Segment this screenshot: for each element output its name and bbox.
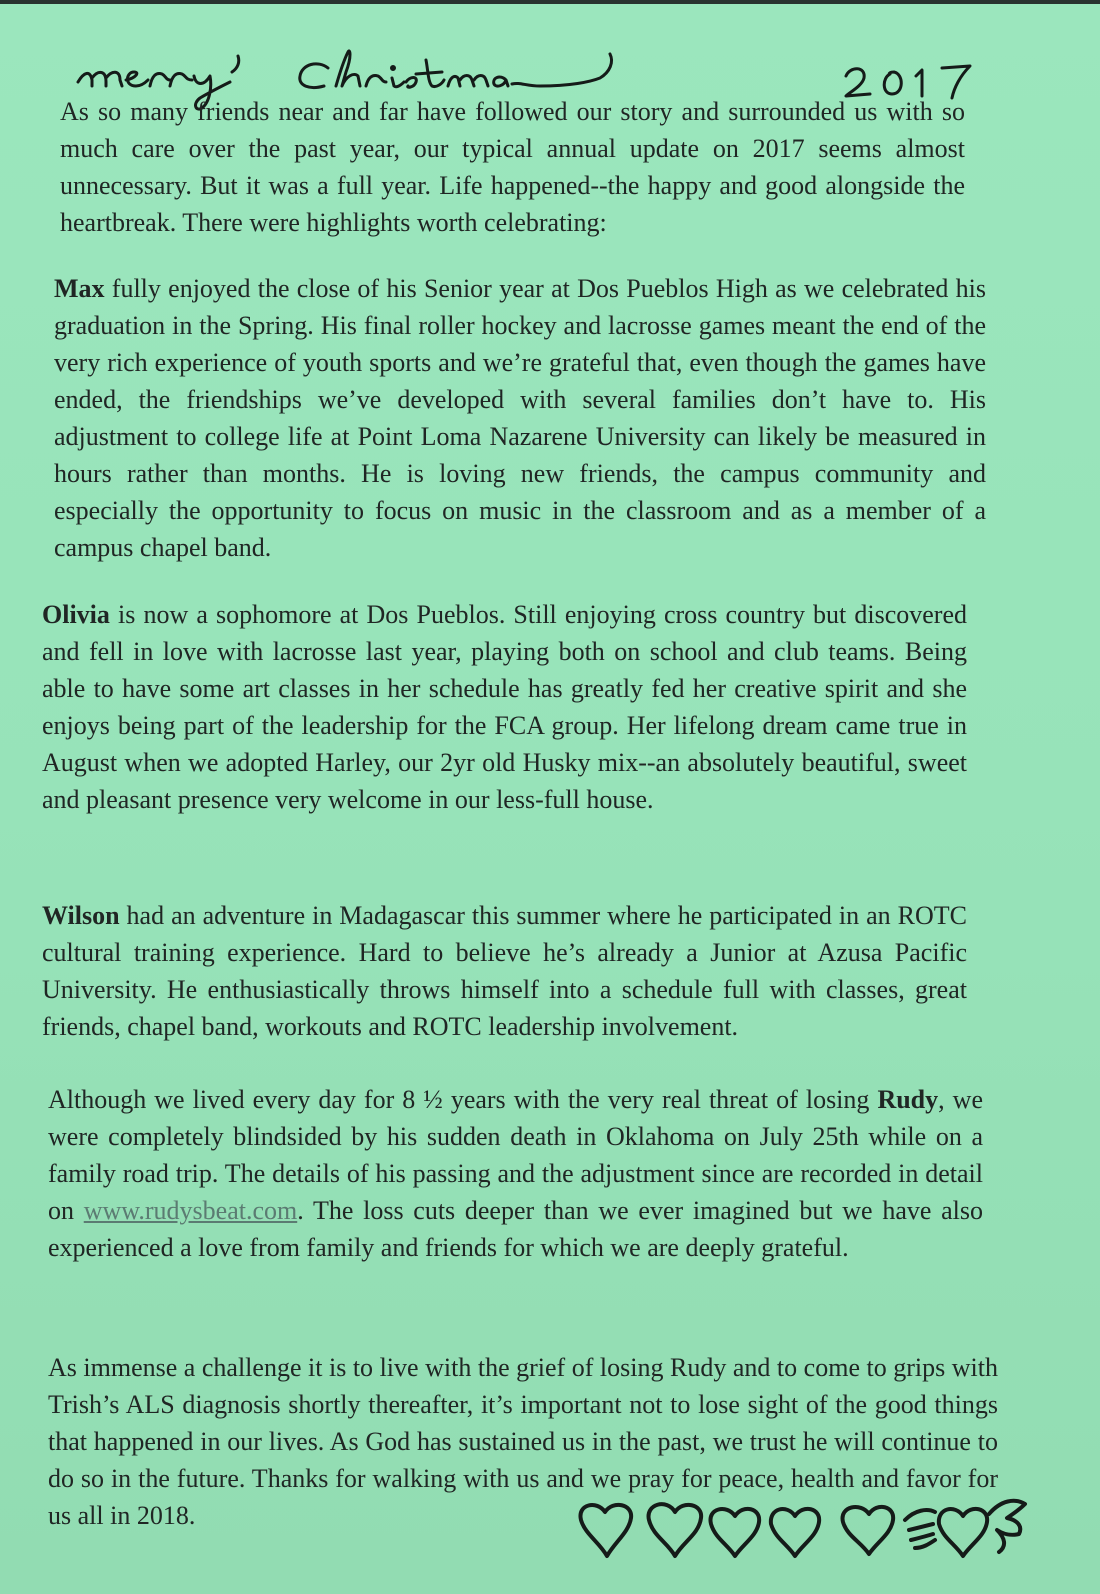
- rudy-name: Rudy: [877, 1085, 939, 1114]
- max-paragraph: [54, 270, 986, 566]
- hand-drawn-hearts: [575, 1490, 1045, 1570]
- rudy-text-before: Although we lived every day for 8 ½ years with the very real threat of losing: [48, 1085, 878, 1114]
- intro-text: As so many friends near and far have followed our story and surrounded us with so much care over the past year, our typical annual update on 2017 seems almost unnecessary. But it was a full year. Life happened--the happy and good alongside the heartbreak. There were highlights worth celebrating:: [60, 97, 965, 237]
- rudy-text-after: . The loss cuts deeper than we ever imagined but we have also experienced a love from family and friends for which we are deeply grateful.: [48, 1196, 984, 1262]
- heart-icon: [649, 1504, 702, 1556]
- wilson-text: had an adventure in Madagascar this summer where he participated in an ROTC cultural training experience. Hard to believe he’s already a Junior at Azusa Pacific University. He enthusiastically throws himself into a schedule full with classes, great friends, chapel band, workouts and ROTC leadership involvement.: [42, 901, 967, 1041]
- letter-page: [0, 4, 1100, 1594]
- rudy-text-middle: , we were completely blindsided by his sudden death in Oklahoma on July 25th while on a family road trip. The details of his passing and the adjustment since are recorded in detail on: [48, 1085, 983, 1225]
- max-name: Max: [54, 274, 105, 303]
- olivia-text: is now a sophomore at Dos Pueblos. Still enjoying cross country but discovered and fell in love with lacrosse last year, playing both on school and club teams. Being able to have some art classes in her schedule has greatly fed her creative spirit and she enjoys being part of the leadership for the FCA group. Her lifelong dream came true in August when we adopted Harley, our 2yr old Husky mix--an absolutely beautiful, sweet and pleasant presence very welcome in our less-full house.: [42, 600, 967, 814]
- olivia-paragraph: [42, 596, 967, 818]
- angel-wing-icon: [989, 1501, 1025, 1552]
- rudysbeat-link[interactable]: www.rudysbeat.com: [83, 1196, 298, 1225]
- closing-text: As immense a challenge it is to live with the grief of losing Rudy and to come to grips with Trish’s ALS diagnosis shortly thereafter, it’s important not to lose sight of the good things that happened in our lives. As God has sustained us in the past, we trust he will continue to do so in the future. Thanks for walking with us and we pray for peace, health and favor for us all in 2018.: [48, 1353, 998, 1530]
- heart-icon: [771, 1509, 819, 1556]
- max-text: fully enjoyed the close of his Senior year at Dos Pueblos High as we celebrated his graduation in the Spring. His final roller hockey and lacrosse games meant the end of the very rich experience of youth sports and we’re grateful that, even though the games have ended, the friendships we’ve developed with several families don’t have to. His adjustment to college life at Point Loma Nazarene University can likely be measured in hours rather than months. He is loving new friends, the campus community and especially the opportunity to focus on music in the classroom and as a member of a campus chapel band.: [54, 274, 986, 562]
- heart-icon: [843, 1507, 894, 1554]
- rudy-paragraph: [48, 1081, 983, 1266]
- heart-icon: [939, 1509, 987, 1556]
- olivia-name: Olivia: [42, 600, 110, 629]
- heart-icon: [710, 1509, 759, 1556]
- angel-wing-icon: [905, 1510, 935, 1548]
- wilson-name: Wilson: [42, 901, 120, 930]
- wilson-paragraph: [42, 897, 967, 1045]
- intro-paragraph: [60, 93, 965, 241]
- heart-icon: [580, 1505, 631, 1556]
